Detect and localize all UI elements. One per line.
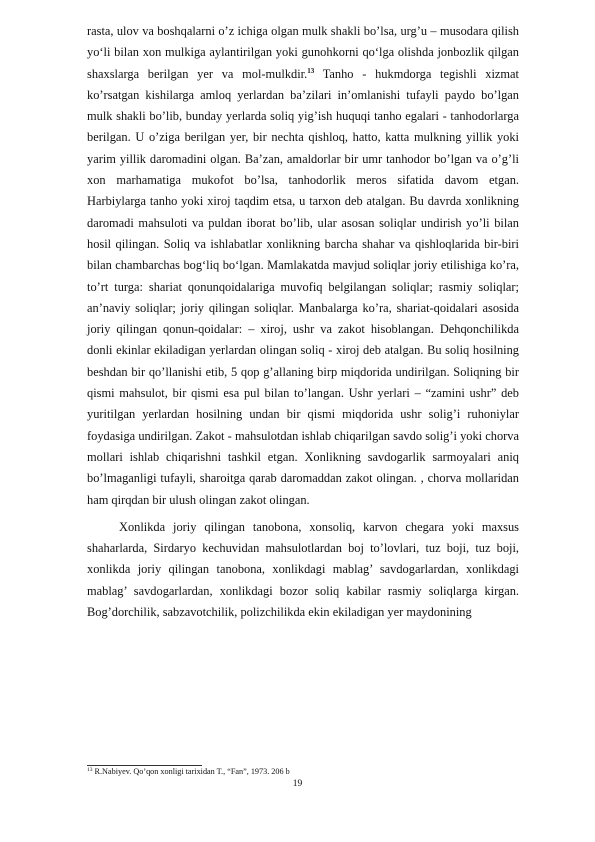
footnote-number: 13 (87, 767, 93, 773)
footnote-text: R.Nabiyev. Qo’qon xonligi tarixidan T., “Fan”, 1973. 206 b (92, 767, 290, 776)
footnote-reference[interactable]: 13 (307, 66, 315, 75)
footnote-divider (87, 765, 202, 766)
paragraph-1-text-a: rasta, ulov va boshqalarni o’z ichiga olgan mulk shakli bo’lsa, urg’u – musodara qilish yo‘li bilan xon mulkiga aylantirilgan yoki gunohkorni qo‘lga olishda jonbozlik qilgan shaxslarga berilgan yer va mol-mulkdir. (87, 24, 519, 81)
footnote (87, 767, 519, 777)
paragraph-1 (87, 21, 519, 511)
paragraph-1-text-b: Tanho - hukmdorga tegishli xizmat ko’rsatgan kishilarga amloq yerlardan ba’zilari in’omlanishi tufayli paydo bo’lgan mulk shakli bo’lib, bunday yerlarda soliq yig’ish huquqi tanho egalari - tanhodorlarga berilgan. U o’ziga berilgan yer, bir nechta qishloq, hatto, katta mulkning yillik yoki yarim yillik daromadini olgan. Ba’zan, amaldorlar bir umr tanhodor bo’lgan va o’g’li xon marhamatiga mukofot bo’lsa, tanhodorlik meros sifatida davom etgan. Harbiylarga tanho yoki xiroj taqdim etsa, u tarxon deb atalgan. Bu davrda xonlikning daromadi mahsuloti va puldan iborat bo’lib, ular asosan soliqlar undirish yo’li bilan hosil qilingan. Soliq va ishlabatlar xonlikning barcha shahar va qishloqlarida bir-biri bilan chambarchas bog‘liq bo‘lgan. Mamlakatda mavjud soliqlar joriy etilishiga ko’ra, to’rt turga: shariat qonunqoidalariga muvofiq belgilangan soliqlar; rasmiy soliqlar; an’naviy soliqlar; joriy qilingan soliqlar. Manbalarga ko’ra, shariat-qoidalari asosida joriy qilingan qonun-qoidalar: – xiroj, ushr va zakot hisoblangan. Dehqonchilikda donli ekinlar ekiladigan yerlardan olingan soliq - xiroj deb atalgan. Bu soliq hosilning beshdan bir qo’llanishi etib, 5 qop g’allaning birp miqdorida undirilgan. Soliqning bir qismi mahsulot, bir qismi esa pul bilan to’langan. Ushr yerlari – “zamini ushr” deb yuritilgan yerlardan hosilning undan bir qismi miqdorida ushr solig’i ruhoniylar foydasiga undirilgan. Zakot - mahsulotdan ishlab chiqarilgan savdo solig’i yoki chorva mollari ishlab chiqarishni tashkil etgan. Xonlikning savdogarlik sarmoyalari aniq bo’lmaganligi tufayli, sharoitga qarab daromaddan zakot olingan. , chorva mollaridan ham qirqdan bir ulush olingan zakot olingan. (87, 66, 519, 507)
body-text (87, 21, 519, 623)
page-number: 19 (292, 779, 303, 789)
paragraph-2: Xonlikda joriy qilingan tanobona, xonsoliq, karvon chegara yoki maxsus shaharlarda, Sirdaryo kechuvidan mahsulotlardan boj to’lovlari, tuz boji, tuz boji, xonlikda joriy qilingan tanobona, xonlikdagi mablag’ savdogarlardan, xonlikdagi mablag’ savdogarlardan, xonlikdagi bozor soliq kabilar rasmiy soliqlarga kirgan. Bog’dorchilik, sabzavotchilik, polizchilikda ekin ekiladigan yer maydonining (87, 519, 519, 620)
